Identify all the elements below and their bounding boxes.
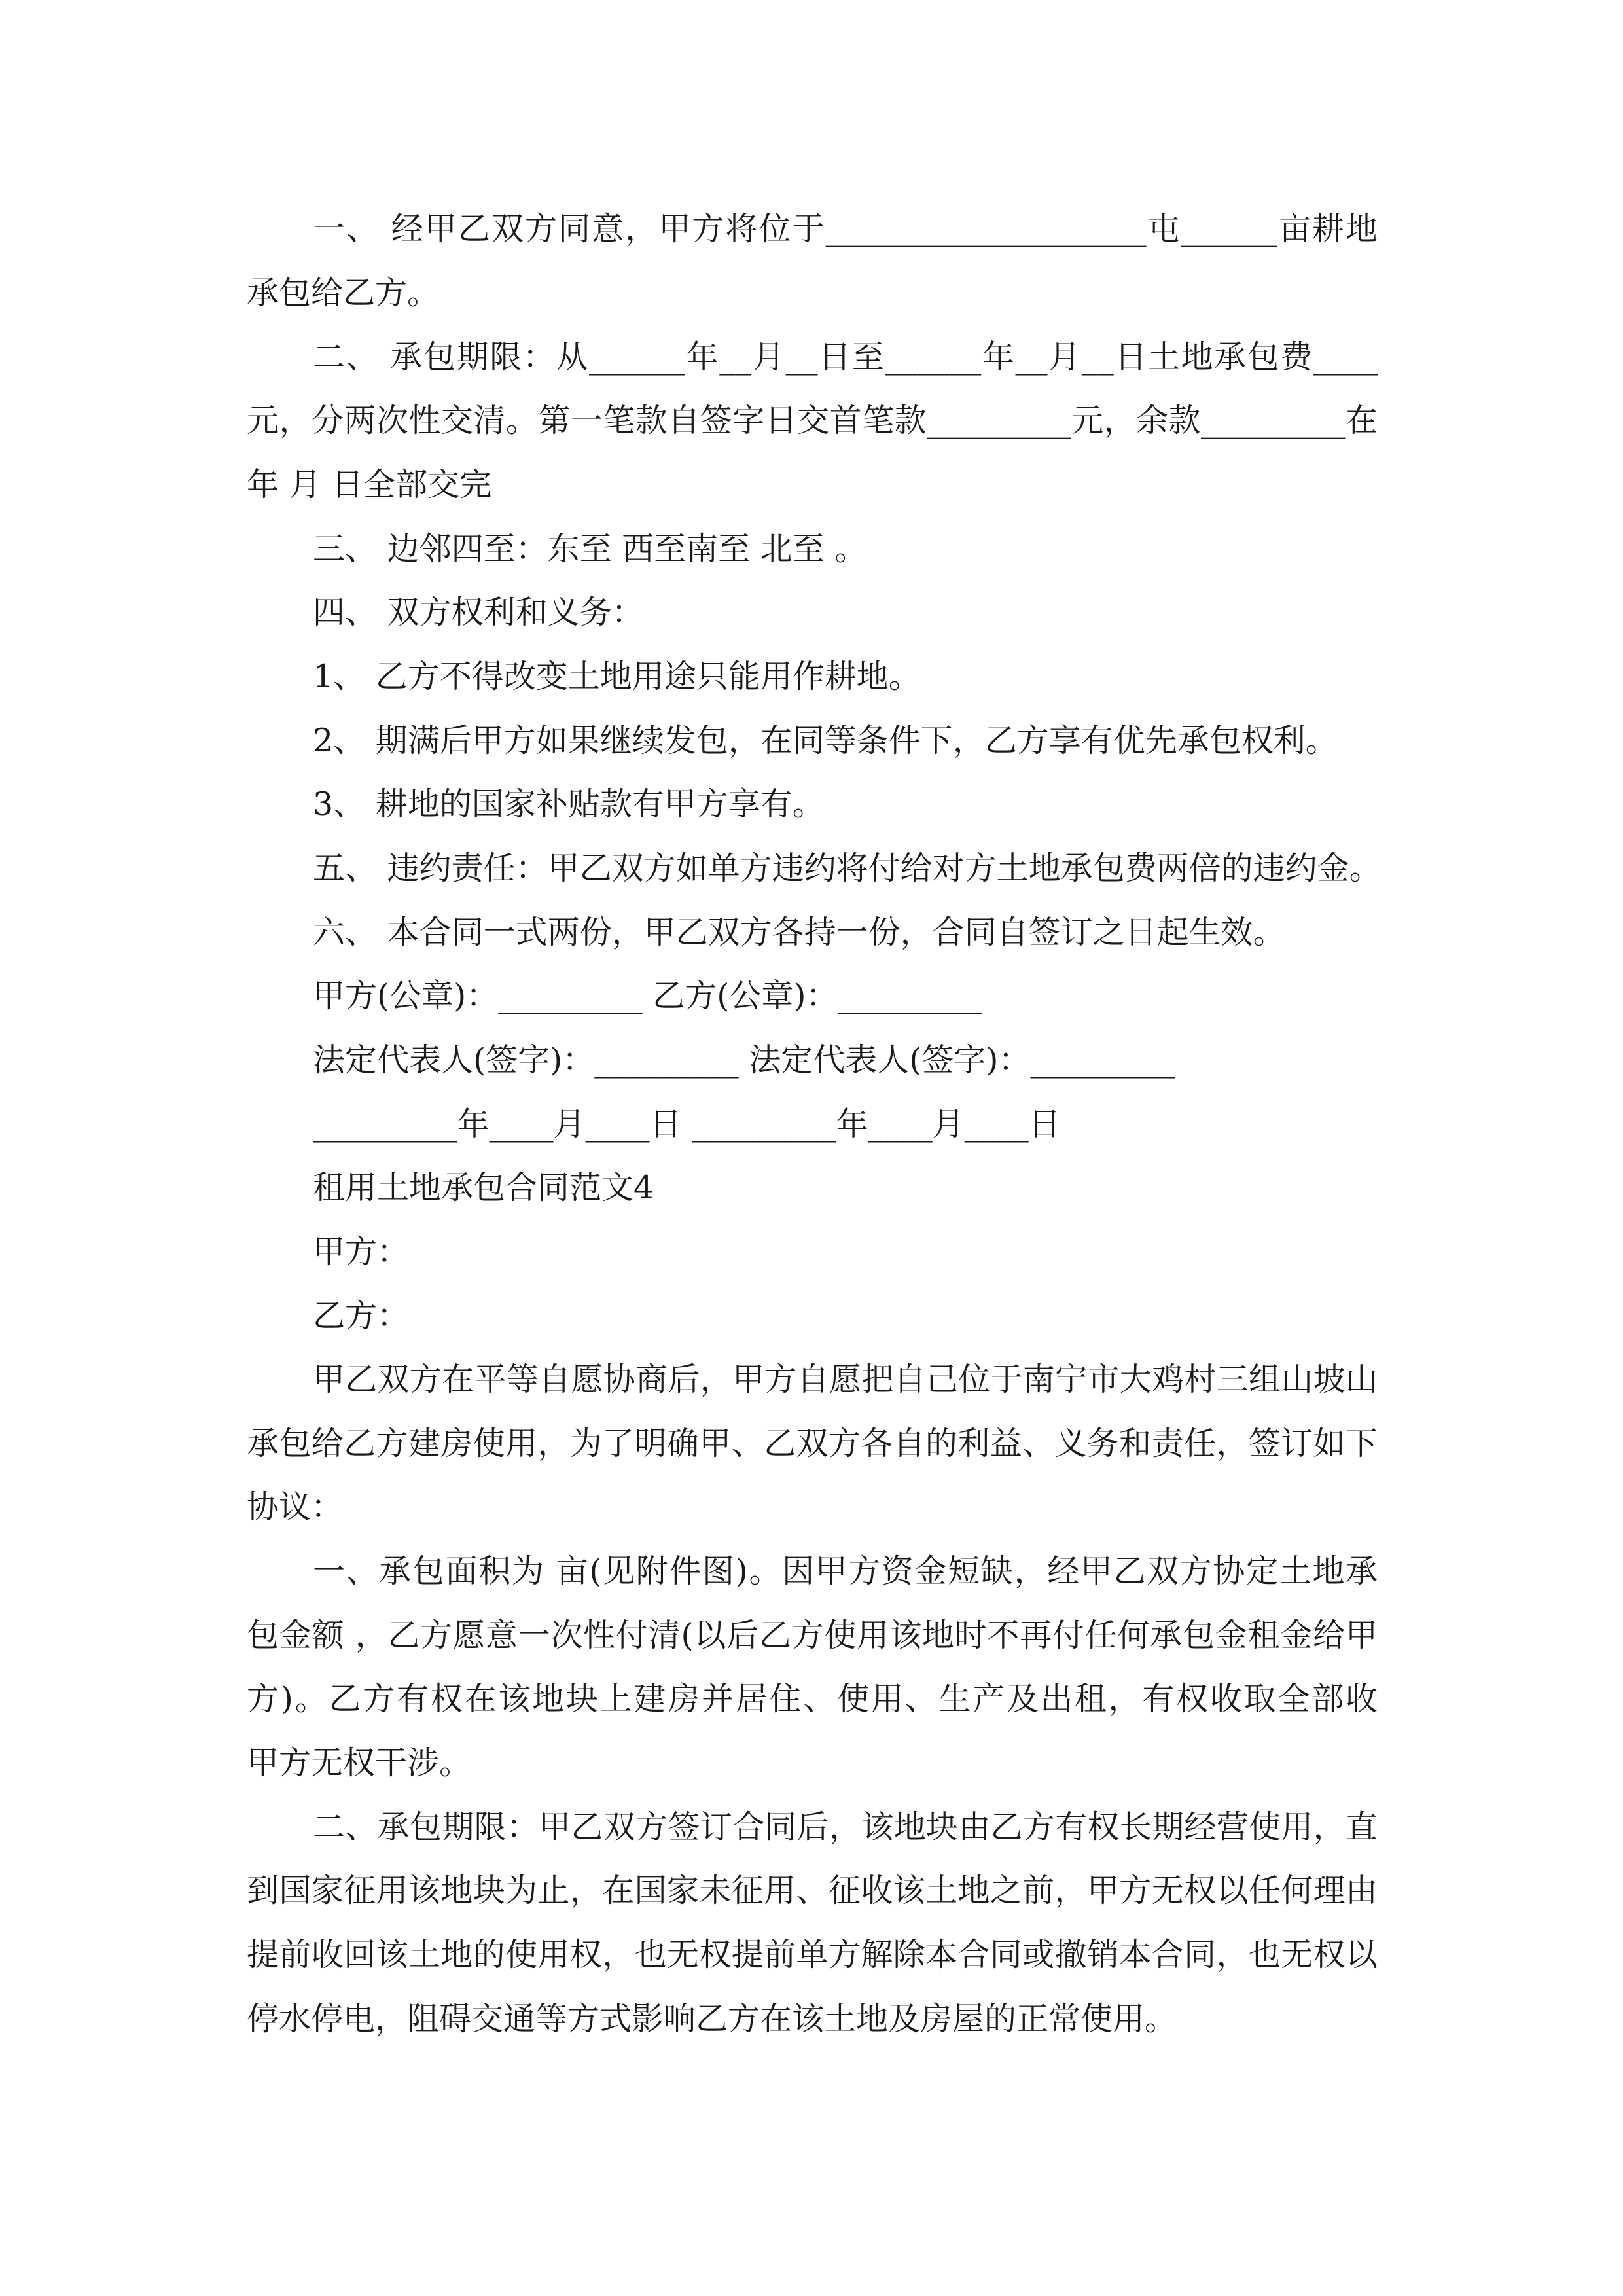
date-line: _________年____月____日 _________年____月____日: [313, 1105, 1061, 1143]
text-line: 一、 经甲乙双方同意，甲方将位于____________________屯______亩耕地: [313, 210, 1378, 247]
text-line: 到国家征用该地块为止，在国家未征用、征收该土地之前，甲方无权以任何理由: [247, 1872, 1378, 1909]
text-line: 3、 耕地的国家补贴款有甲方享有。: [313, 785, 825, 823]
text-line: 甲乙双方在平等自愿协商后，甲方自愿把自己位于南宁市大鸡村三组山坡山: [313, 1361, 1378, 1398]
text-line: 年 月 日全部交完: [247, 466, 492, 503]
text-line: 二、承包期限：甲乙双方签订合同后，该地块由乙方有权长期经营使用，直: [313, 1808, 1378, 1846]
text-line: 方)。乙方有权在该地块上建房并居住、使用、生产及出租，有权收取全部收: [247, 1680, 1378, 1717]
signature-line: 甲方(公章)：_________ 乙方(公章)：_________: [313, 977, 983, 1014]
text-line: 承包给乙方建房使用，为了明确甲、乙双方各自的利益、义务和责任，签订如下: [247, 1425, 1378, 1462]
text-line: 承包给乙方。: [247, 274, 440, 312]
section-title: 租用土地承包合同范文4: [313, 1169, 654, 1206]
text-line: 2、 期满后甲方如果继续发包，在同等条件下，乙方享有优先承包权利。: [313, 722, 1338, 759]
text-line: 四、 双方权利和义务：: [313, 594, 644, 631]
text-line: 六、 本合同一式两份，甲乙双方各持一份，合同自签订之日起生效。: [313, 914, 1285, 951]
text-line: 停水停电，阻碍交通等方式影响乙方在该土地及房屋的正常使用。: [247, 2000, 1177, 2037]
text-line: 1、 乙方不得改变土地用途只能用作耕地。: [313, 658, 921, 695]
text-line: 协议：: [247, 1488, 344, 1526]
text-line: 元，分两次性交清。第一笔款自签字日交首笔款_________元，余款_________在: [247, 402, 1378, 439]
text-line: 包金额 ，乙方愿意一次性付清(以后乙方使用该地时不再付任何承包金租金给甲: [247, 1617, 1378, 1654]
text-line: 五、 违约责任：甲乙双方如单方违约将付给对方土地承包费两倍的违约金。: [313, 850, 1382, 887]
text-line: 三、 边邻四至：东至 西至南至 北至 。: [313, 530, 867, 567]
party-a-label: 甲方：: [313, 1233, 410, 1270]
party-b-label: 乙方：: [313, 1297, 410, 1335]
signature-line: 法定代表人(签字)：_________ 法定代表人(签字)：_________: [313, 1041, 1175, 1079]
text-line: 提前收回该土地的使用权，也无权提前单方解除本合同或撤销本合同，也无权以: [247, 1936, 1378, 1973]
text-line: 一、承包面积为 亩(见附件图)。因甲方资金短缺，经甲乙双方协定土地承: [313, 1552, 1378, 1590]
text-line: 甲方无权干涉。: [247, 1744, 472, 1782]
text-line: 二、 承包期限：从______年__月__日至______年__月__日土地承包费____: [313, 338, 1378, 376]
